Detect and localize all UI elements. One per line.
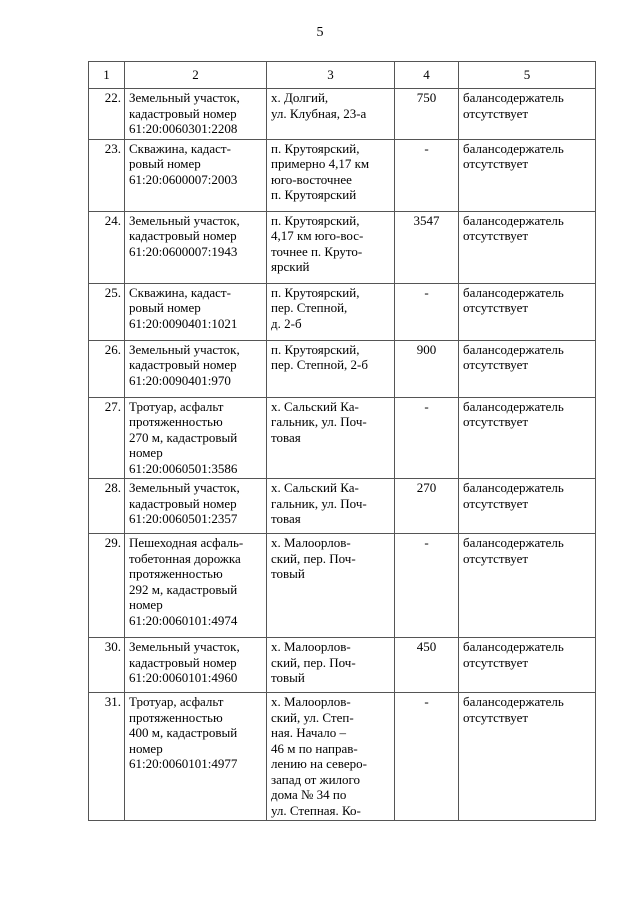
cell-line: д. 2-б — [271, 315, 302, 331]
header-cell-1: 1 — [89, 62, 125, 89]
address-cell — [267, 693, 395, 821]
table-row — [89, 693, 596, 821]
holder-cell — [459, 211, 596, 283]
cell-line: отсутствует — [463, 357, 529, 372]
cell-line: кадастровый номер — [129, 495, 237, 511]
area-cell: - — [395, 534, 459, 638]
cell-line: х. Сальский Ка- — [271, 398, 359, 414]
cell-line: товый — [271, 670, 305, 685]
cell-line: п. Крутоярский, — [271, 140, 360, 156]
cell-line: 61:20:0600007:2003 — [129, 171, 238, 187]
page-number: 5 — [316, 25, 324, 40]
header-cell-3: 3 — [267, 62, 395, 89]
cell-line: балансодержатель — [463, 90, 564, 105]
cell-line: х. Сальский Ка- — [271, 480, 359, 495]
row-number-cell: 25. — [89, 283, 125, 340]
holder-cell — [459, 89, 596, 140]
cell-line: х. Малоорлов- — [271, 535, 351, 550]
row-number-cell: 31. — [89, 693, 125, 821]
cell-line: отсутствует — [463, 709, 529, 725]
cell-line: товый — [271, 566, 305, 581]
cell-line: 61:20:0060101:4977 — [129, 756, 238, 771]
cell-line: Земельный участок, — [129, 212, 240, 228]
cell-line: протяженностью — [129, 414, 223, 429]
cell-line: Пешеходная асфаль- — [129, 535, 244, 550]
object-name-cell — [125, 211, 267, 283]
cell-line: 61:20:0060101:4974 — [129, 612, 238, 628]
area-cell: - — [395, 283, 459, 340]
address-cell — [267, 283, 395, 340]
holder-cell — [459, 139, 596, 211]
address-cell — [267, 397, 395, 479]
row-number-cell: 22. — [89, 89, 125, 140]
table-row — [89, 340, 596, 397]
address-cell — [267, 139, 395, 211]
cell-line: ский, пер. Поч- — [271, 550, 356, 566]
cell-line: протяженностью — [129, 566, 223, 581]
cell-line: гальник, ул. Поч- — [271, 495, 367, 511]
address-cell — [267, 211, 395, 283]
cell-line: 270 м, кадастровый — [129, 429, 238, 445]
cell-line: точнее п. Круто- — [271, 243, 363, 259]
cell-line: номер — [129, 445, 163, 460]
cell-line: Земельный участок, — [129, 341, 240, 357]
area-cell: 900 — [395, 340, 459, 397]
holder-cell — [459, 283, 596, 340]
cell-line: дома № 34 по — [271, 787, 347, 802]
cell-line: отсутствует — [463, 228, 529, 243]
cell-line: балансодержатель — [463, 535, 564, 550]
area-cell: 750 — [395, 89, 459, 140]
holder-cell — [459, 693, 596, 821]
cell-line: отсутствует — [463, 654, 529, 670]
cell-line: ский, пер. Поч- — [271, 654, 356, 670]
object-name-cell — [125, 340, 267, 397]
row-number-cell: 29. — [89, 534, 125, 638]
address-cell — [267, 534, 395, 638]
cell-line: ский, ул. Степ- — [271, 709, 354, 725]
row-number-cell: 23. — [89, 139, 125, 211]
table-row — [89, 479, 596, 534]
header-cell-2: 2 — [125, 62, 267, 89]
object-name-cell — [125, 397, 267, 479]
area-cell: - — [395, 397, 459, 479]
cell-line: х. Малоорлов- — [271, 694, 351, 709]
cell-line: номер — [129, 597, 163, 612]
cell-line: юго-восточнее — [271, 171, 352, 187]
cell-line: ярский — [271, 259, 310, 274]
area-cell: 270 — [395, 479, 459, 534]
cell-line: п. Крутоярский, — [271, 284, 360, 300]
cell-line: балансодержатель — [463, 140, 564, 156]
table-row — [89, 283, 596, 340]
cell-line: гальник, ул. Поч- — [271, 414, 367, 429]
cell-line: 61:20:0600007:1943 — [129, 243, 238, 259]
row-number-cell: 26. — [89, 340, 125, 397]
cell-line: отсутствует — [463, 156, 529, 171]
cell-line: тобетонная дорожка — [129, 550, 241, 566]
cell-line: п. Крутоярский, — [271, 341, 360, 357]
cell-line: 61:20:0090401:970 — [129, 372, 231, 388]
cell-line: п. Крутоярский — [271, 187, 357, 202]
address-cell — [267, 340, 395, 397]
holder-cell — [459, 479, 596, 534]
cell-line: 46 м по направ- — [271, 740, 358, 756]
table-row — [89, 89, 596, 140]
holder-cell — [459, 340, 596, 397]
property-registry-table — [88, 61, 596, 821]
cell-line: Земельный участок, — [129, 639, 240, 654]
header-cell-4: 4 — [395, 62, 459, 89]
cell-line: балансодержатель — [463, 284, 564, 300]
cell-line: 61:20:0090401:1021 — [129, 315, 238, 331]
cell-line: отсутствует — [463, 300, 529, 315]
cell-line: х. Малоорлов- — [271, 639, 351, 654]
cell-line: Тротуар, асфальт — [129, 398, 224, 414]
cell-line: Тротуар, асфальт — [129, 694, 224, 709]
cell-line: 292 м, кадастровый — [129, 581, 238, 597]
header-cell-5: 5 — [459, 62, 596, 89]
cell-line: отсутствует — [463, 550, 529, 566]
cell-line: 61:20:0060101:4960 — [129, 670, 238, 685]
area-cell: - — [395, 139, 459, 211]
row-number-cell: 27. — [89, 397, 125, 479]
cell-line: Скважина, кадаст- — [129, 140, 231, 156]
cell-line: балансодержатель — [463, 212, 564, 228]
row-number-cell: 30. — [89, 638, 125, 693]
address-cell — [267, 89, 395, 140]
cell-line: кадастровый номер — [129, 105, 237, 121]
table-row — [89, 397, 596, 479]
object-name-cell — [125, 89, 267, 140]
object-name-cell — [125, 638, 267, 693]
object-name-cell — [125, 534, 267, 638]
cell-line: балансодержатель — [463, 694, 564, 709]
cell-line: 61:20:0060501:3586 — [129, 460, 238, 476]
cell-line: балансодержатель — [463, 341, 564, 357]
object-name-cell — [125, 283, 267, 340]
cell-line: х. Долгий, — [271, 90, 329, 105]
table-row — [89, 139, 596, 211]
holder-cell — [459, 534, 596, 638]
cell-line: ная. Начало – — [271, 725, 347, 740]
holder-cell — [459, 638, 596, 693]
cell-line: п. Крутоярский, — [271, 212, 360, 228]
cell-line: ул. Клубная, 23-а — [271, 105, 367, 121]
cell-line: балансодержатель — [463, 398, 564, 414]
address-cell — [267, 479, 395, 534]
cell-line: товая — [271, 429, 301, 445]
cell-line: запад от жилого — [271, 771, 361, 787]
holder-cell — [459, 397, 596, 479]
cell-line: 4,17 км юго-вос- — [271, 228, 364, 243]
cell-line: Скважина, кадаст- — [129, 284, 231, 300]
cell-line: ровый номер — [129, 156, 201, 171]
table-row — [89, 534, 596, 638]
cell-line: 61:20:0060301:2208 — [129, 121, 238, 136]
table-row — [89, 211, 596, 283]
cell-line: пер. Степной, — [271, 300, 348, 315]
cell-line: кадастровый номер — [129, 654, 237, 670]
cell-line: ровый номер — [129, 300, 201, 315]
cell-line: балансодержатель — [463, 480, 564, 495]
object-name-cell — [125, 693, 267, 821]
area-cell: - — [395, 693, 459, 821]
row-number-cell: 28. — [89, 479, 125, 534]
cell-line: Земельный участок, — [129, 90, 240, 105]
object-name-cell — [125, 479, 267, 534]
cell-line: отсутствует — [463, 105, 529, 121]
cell-line: товая — [271, 511, 301, 526]
cell-line: лению на северо- — [271, 756, 367, 771]
row-number-cell: 24. — [89, 211, 125, 283]
cell-line: отсутствует — [463, 414, 529, 429]
cell-line: балансодержатель — [463, 639, 564, 654]
area-cell: 450 — [395, 638, 459, 693]
cell-line: протяженностью — [129, 709, 223, 725]
cell-line: Земельный участок, — [129, 480, 240, 495]
cell-line: номер — [129, 740, 163, 756]
cell-line: пер. Степной, 2-б — [271, 357, 368, 372]
cell-line: кадастровый номер — [129, 228, 237, 243]
table-row — [89, 638, 596, 693]
cell-line: отсутствует — [463, 495, 529, 511]
cell-line: 61:20:0060501:2357 — [129, 511, 238, 526]
cell-line: 400 м, кадастровый — [129, 725, 238, 740]
cell-line: примерно 4,17 км — [271, 156, 370, 171]
address-cell — [267, 638, 395, 693]
table-header-row — [89, 62, 596, 89]
object-name-cell — [125, 139, 267, 211]
cell-line: кадастровый номер — [129, 357, 237, 372]
cell-line: ул. Степная. Ко- — [271, 802, 361, 818]
area-cell: 3547 — [395, 211, 459, 283]
